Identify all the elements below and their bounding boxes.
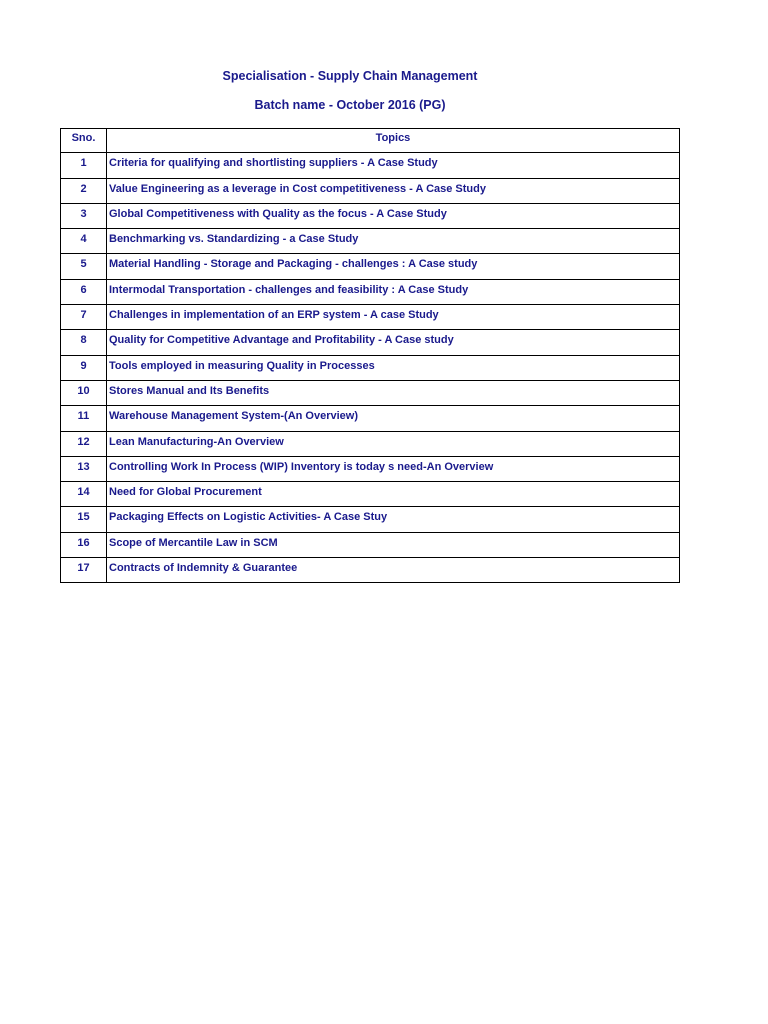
row-sno: 17	[61, 558, 107, 583]
table-row	[61, 254, 680, 279]
row-topic: Challenges in implementation of an ERP system - A case Study	[107, 305, 680, 330]
row-topic: Stores Manual and Its Benefits	[107, 380, 680, 405]
row-sno: 3	[61, 203, 107, 228]
table-row	[61, 431, 680, 456]
row-sno: 5	[61, 254, 107, 279]
table-row	[61, 355, 680, 380]
table-row	[61, 532, 680, 557]
row-topic: Quality for Competitive Advantage and Profitability - A Case study	[107, 330, 680, 355]
row-sno: 8	[61, 330, 107, 355]
row-sno: 15	[61, 507, 107, 532]
table-row	[61, 558, 680, 583]
table-row	[61, 330, 680, 355]
row-sno: 2	[61, 178, 107, 203]
row-topic: Need for Global Procurement	[107, 482, 680, 507]
row-topic: Benchmarking vs. Standardizing - a Case Study	[107, 229, 680, 254]
table-row	[61, 203, 680, 228]
row-topic: Global Competitiveness with Quality as the focus - A Case Study	[107, 203, 680, 228]
table-row	[61, 507, 680, 532]
row-sno: 9	[61, 355, 107, 380]
row-topic: Controlling Work In Process (WIP) Inventory is today s need-An Overview	[107, 456, 680, 481]
table-row	[61, 482, 680, 507]
row-topic: Scope of Mercantile Law in SCM	[107, 532, 680, 557]
table-row	[61, 229, 680, 254]
column-header-topics: Topics	[107, 129, 680, 153]
table-row	[61, 380, 680, 405]
table-header-row	[61, 129, 680, 153]
row-sno: 6	[61, 279, 107, 304]
table-row	[61, 456, 680, 481]
table-row	[61, 178, 680, 203]
row-topic: Warehouse Management System-(An Overview)	[107, 406, 680, 431]
table-row	[61, 406, 680, 431]
row-topic: Tools employed in measuring Quality in Processes	[107, 355, 680, 380]
row-topic: Contracts of Indemnity & Guarantee	[107, 558, 680, 583]
table-row	[61, 153, 680, 178]
row-sno: 11	[61, 406, 107, 431]
row-topic: Material Handling - Storage and Packaging - challenges : A Case study	[107, 254, 680, 279]
row-sno: 1	[61, 153, 107, 178]
topics-table	[60, 128, 680, 583]
table-row	[61, 279, 680, 304]
row-sno: 4	[61, 229, 107, 254]
row-topic: Criteria for qualifying and shortlisting suppliers - A Case Study	[107, 153, 680, 178]
row-sno: 13	[61, 456, 107, 481]
row-sno: 16	[61, 532, 107, 557]
row-sno: 14	[61, 482, 107, 507]
table-row	[61, 305, 680, 330]
row-sno: 7	[61, 305, 107, 330]
row-topic: Lean Manufacturing-An Overview	[107, 431, 680, 456]
batch-subtitle: Batch name - October 2016 (PG)	[254, 98, 446, 112]
document-title: Specialisation - Supply Chain Management	[222, 69, 478, 83]
row-sno: 12	[61, 431, 107, 456]
row-topic: Packaging Effects on Logistic Activities- A Case Stuy	[107, 507, 680, 532]
row-topic: Value Engineering as a leverage in Cost competitiveness - A Case Study	[107, 178, 680, 203]
row-sno: 10	[61, 380, 107, 405]
row-topic: Intermodal Transportation - challenges and feasibility : A Case Study	[107, 279, 680, 304]
column-header-sno: Sno.	[61, 129, 107, 153]
